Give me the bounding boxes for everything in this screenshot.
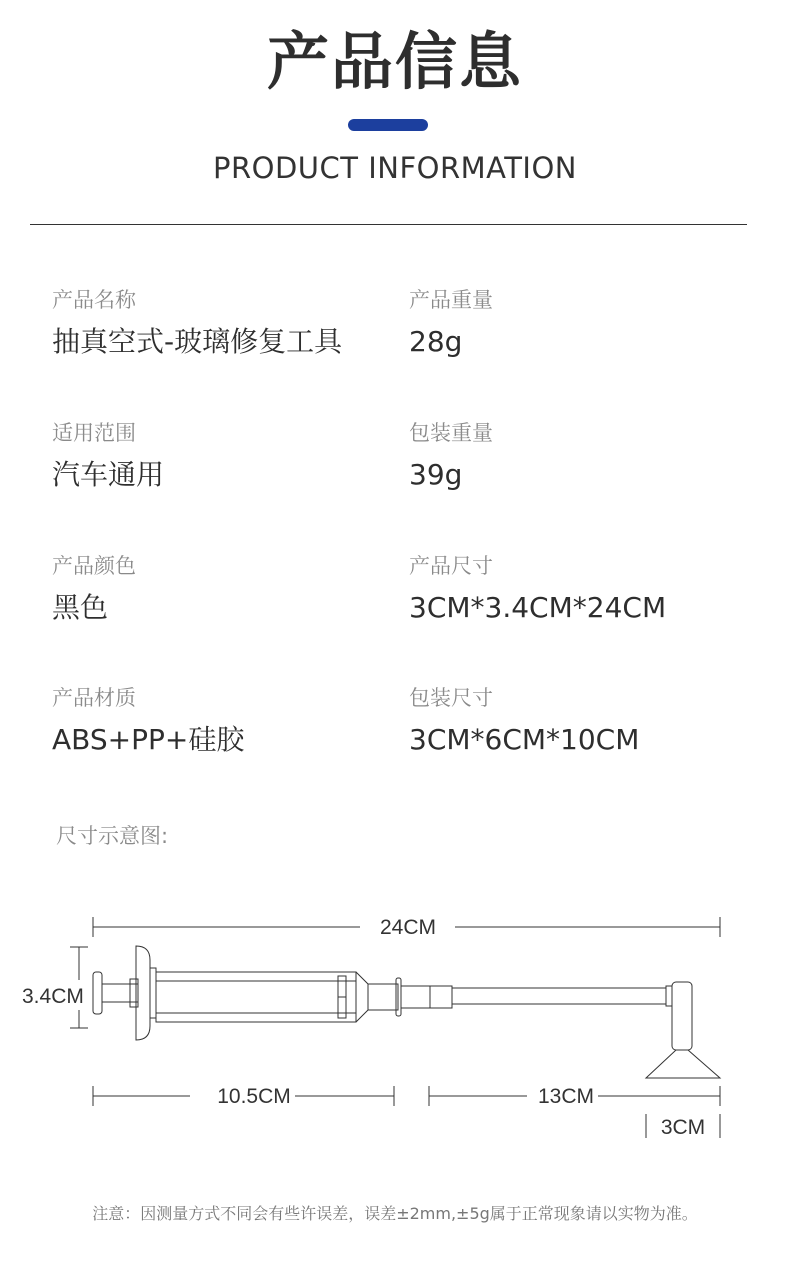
spec-label: 包装重量 xyxy=(409,421,493,445)
spec-value: 39g xyxy=(409,458,463,491)
dim-body-length-text: 10.5CM xyxy=(217,1085,291,1108)
spec-product-weight xyxy=(409,286,493,360)
header-divider xyxy=(30,224,747,225)
spec-label: 产品尺寸 xyxy=(409,554,493,578)
spec-label: 产品材质 xyxy=(52,686,136,710)
spec-label: 包装尺寸 xyxy=(409,686,493,710)
page-subtitle: PRODUCT INFORMATION xyxy=(213,151,577,185)
spec-value: 抽真空式-玻璃修复工具 xyxy=(52,325,343,358)
spec-product-color xyxy=(52,552,136,626)
spec-label: 产品颜色 xyxy=(52,554,136,578)
spec-product-size xyxy=(409,552,666,626)
spec-value: 3CM*3.4CM*24CM xyxy=(409,591,667,624)
spec-label: 产品重量 xyxy=(409,288,493,312)
spec-value: 28g xyxy=(409,325,463,358)
spec-label: 适用范围 xyxy=(52,421,136,445)
title-accent-bar xyxy=(348,119,428,131)
dim-total-length-text: 24CM xyxy=(379,916,437,939)
spec-product-name xyxy=(52,286,342,360)
dim-cup-width-text: 3CM xyxy=(660,1116,706,1139)
spec-value: 3CM*6CM*10CM xyxy=(409,723,640,756)
page-title: 产品信息 xyxy=(266,25,523,98)
spec-package-size xyxy=(409,684,639,758)
spec-value: 汽车通用 xyxy=(52,458,165,491)
spec-package-weight xyxy=(409,419,493,493)
syringe-illustration xyxy=(93,946,720,1078)
spec-value: ABS+PP+硅胶 xyxy=(52,723,245,756)
spec-product-material xyxy=(52,684,244,758)
spec-label: 产品名称 xyxy=(52,288,136,312)
diagram-label: 尺寸示意图: xyxy=(56,824,169,848)
dim-tube-length-text: 13CM xyxy=(537,1085,595,1108)
dim-height-text: 3.4CM xyxy=(22,985,84,1008)
dimension-diagram xyxy=(0,880,790,1160)
spec-applicable-range xyxy=(52,419,164,493)
measurement-note: 注意：因测量方式不同会有些许误差，误差±2mm,±5g属于正常现象请以实物为准。 xyxy=(92,1204,698,1223)
spec-value: 黑色 xyxy=(52,591,109,624)
